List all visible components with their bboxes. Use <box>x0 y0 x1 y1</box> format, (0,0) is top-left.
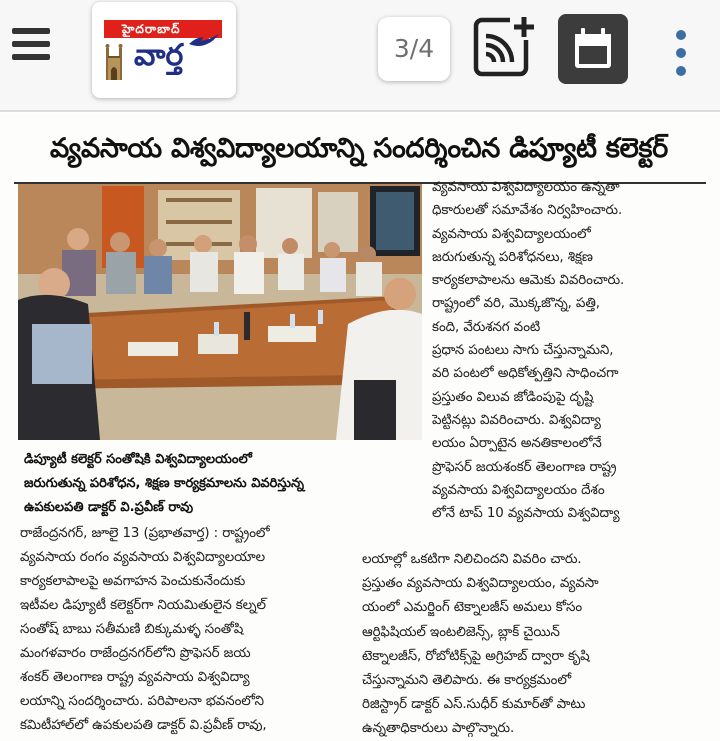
text-line: రాజేంద్రనగర్, జూలై 13 (ప్రభాతవార్త) : రాష్ట్రంలో <box>20 526 270 541</box>
text-line: ప్రొఫెసర్ జయశంకర్ తెలంగాణ రాష్ట్ర <box>432 459 617 475</box>
text-line: మంగళవారం రాజేంద్రనగర్‌లోని ప్రొఫెసర్ జయ <box>20 646 251 661</box>
text-line: కంది, వేరుశనగ వంటి <box>432 319 541 335</box>
charminar-icon <box>104 40 124 80</box>
calendar-icon <box>558 14 628 84</box>
text-line: వ్యవసాయ విశ్వవిద్యాలయం దేశం <box>432 482 605 498</box>
text-line: లోనే టాప్ 10 వ్యవసాయ విశ్వవిద్యా <box>432 506 620 522</box>
menu-icon[interactable] <box>10 26 54 64</box>
text-line: సంతోష్ బాబు సతీమణి బిక్కుమళ్ళ సంతోషి <box>20 622 244 637</box>
photo-caption <box>24 448 404 520</box>
text-line: లయాన్ని సందర్శించారు. పరిపాలనా భవనంలోని <box>20 694 264 709</box>
text-line: లయం ఏర్పాటైన అనతికాలంలోనే <box>432 436 602 452</box>
calendar-button[interactable] <box>558 14 628 84</box>
caption-line: ఉపకులపతి డాక్టర్ వి.ప్రవీణ్ రావు <box>24 500 194 515</box>
text-line: టెక్నాలజీస్, రోబోటిక్స్‌పై అగ్రిహబ్ ద్వారా కృషి <box>362 648 590 664</box>
article-column-left <box>20 522 364 738</box>
logo-title: వార్త <box>134 38 184 73</box>
text-line: రిజిస్ట్రార్ డాక్టర్ ఎస్.సుధీర్ కుమార్‌తో పాటు <box>362 697 586 713</box>
text-line: కార్యకలాపాలపై అవగాహన పెంచుకునేందుకు <box>20 574 246 589</box>
newspaper-clipping <box>0 114 720 741</box>
text-line: ఉన్నతాధికారులు పాల్గొన్నారు. <box>362 721 515 737</box>
text-line: ప్రస్తుతం విలువ జోడింపుపై దృష్టి <box>432 389 594 405</box>
text-line: ప్రధాన పంటలు సాగు చేస్తున్నామని, <box>432 343 614 359</box>
text-line: చేస్తున్నామని తెలిపారు. ఈ కార్యక్రమంలో <box>362 673 572 689</box>
bird-icon <box>187 30 221 52</box>
caption-line: డిప్యూటీ కలెక్టర్ సంతోషికి విశ్వవిద్యాలయంలో <box>24 452 252 467</box>
text-line: ప్రస్తుతం వ్యవసాయ విశ్వవిద్యాలయం, వ్యవసా <box>362 576 599 592</box>
text-line: పెట్టినట్లు వివరించారు. విశ్వవిద్యా <box>432 412 601 428</box>
caption-line: జరుగుతున్న పరిశోధన, శిక్షణ కార్యక్రమాలను వివరిస్తున్న <box>24 476 305 491</box>
text-line: వ్యవసాయ రంగం వ్యవసాయ విశ్వవిద్యాలయాల <box>20 550 265 565</box>
text-line: కార్యకలాపాలను ఆమెకు వివరించారు. <box>432 273 625 289</box>
text-line: లయాల్లో ఒకటిగా నిలిచిందని వివరిం చారు. <box>362 552 582 567</box>
text-line: ఆర్టిఫిషియల్ ఇంటలిజెన్స్, బ్లాక్ చైయిన్ <box>362 624 560 640</box>
text-line: వ్యవసాయ విశ్వవిద్యాలయంలో <box>432 226 591 242</box>
text-line: వ్యవసాయ విశ్వవిద్యాలయం ఉన్నతా <box>432 180 620 195</box>
meeting-photo <box>18 184 422 440</box>
page-indicator[interactable]: 3/4 <box>378 17 450 81</box>
app-bar <box>0 0 720 112</box>
article-column-bottom <box>362 548 710 741</box>
text-line: కమిటీహాల్‌లో ఉపకులపతి డాక్టర్ వి.ప్రవీణ్ రావు, <box>20 718 267 733</box>
article-headline: వ్యవసాయ విశ్వవిద్యాలయాన్ని సందర్శించిన డిప్యూటీ కలెక్టర్ <box>50 133 668 164</box>
audio-feed-icon[interactable] <box>472 14 538 80</box>
text-line: ధికారులతో సమావేశం నిర్వహించారు. <box>432 203 623 219</box>
text-line: ఇటీవల డిప్యూటీ కలెక్టర్‌గా నియమితులైన కల్నల్ <box>20 598 266 613</box>
newspaper-logo[interactable] <box>92 2 236 98</box>
text-line: శంకర్ తెలంగాణ రాష్ట్ర వ్యవసాయ విశ్వవిద్యా <box>20 670 250 685</box>
logo-subtitle: హైదరాబాద్ <box>122 22 181 36</box>
text-line: వరి పంటలో అధికోత్పత్తిని సాధించగా <box>432 366 619 382</box>
article-column-right <box>432 176 708 525</box>
more-options-icon[interactable] <box>668 30 694 82</box>
text-line: జరుగుతున్న పరిశోధనలు, శిక్షణ <box>432 249 593 265</box>
text-line: యంలో ఎమర్జింగ్ టెక్నాలజీస్ అమలు కోసం <box>362 600 583 616</box>
text-line: రాష్ట్రంలో వరి, మొక్కజొన్న, పత్తి, <box>432 296 600 312</box>
